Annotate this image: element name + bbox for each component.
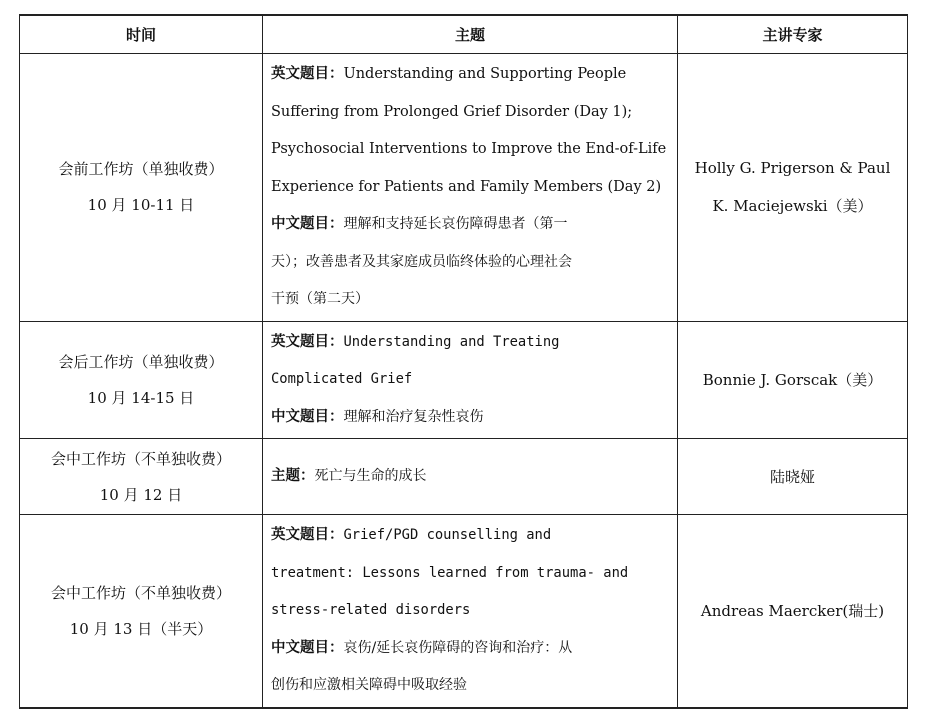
topic-text: Understanding and Treating [343, 333, 560, 350]
schedule-table-wrapper [19, 14, 908, 709]
speaker-cell [678, 54, 908, 322]
topic-text: 干预（第二天） [271, 291, 369, 307]
topic-text: Understanding and Supporting People [343, 66, 627, 82]
table-row [20, 321, 908, 439]
topic-label: 英文题目： [271, 527, 344, 543]
session-type: 会中工作坊（不单独收费） [50, 449, 231, 468]
topic-text: 天）；改善患者及其家庭成员临终体验的心理社会 [271, 253, 572, 270]
session-date: 10 月 12 日 [99, 485, 183, 504]
table-row [20, 54, 908, 322]
topic-label: 英文题目： [271, 66, 344, 82]
topic-text: Experience for Patients and Family Members (Day 2) [271, 178, 662, 195]
table-row [20, 439, 908, 515]
topic-label: 英文题目： [271, 333, 344, 350]
topic-text: 理解和支持延长哀伤障碍患者（第一 [343, 216, 568, 232]
topic-line [271, 281, 669, 319]
header-speaker: 主讲专家 [678, 15, 908, 54]
topic-line [271, 630, 669, 668]
topic-text: Suffering from Prolonged Grief Disorder (Day 1); [271, 103, 633, 120]
header-row [20, 15, 908, 54]
topic-line [271, 56, 669, 94]
topic-line [271, 206, 669, 244]
speaker-cell [678, 321, 908, 439]
topic-cell [263, 54, 678, 322]
speaker-name: Andreas Maercker(瑞士) [700, 601, 885, 620]
session-date: 10 月 14-15 日 [87, 388, 195, 407]
topic-line [271, 169, 669, 207]
topic-cell [263, 515, 678, 708]
session-date: 10 月 10-11 日 [87, 196, 195, 215]
topic-line [271, 399, 669, 437]
topic-text: Complicated Grief [271, 371, 413, 387]
topic-text: 创伤和应激相关障碍中吸取经验 [271, 677, 467, 693]
topic-line [271, 244, 669, 282]
topic-label: 主题： [271, 467, 315, 484]
speaker-name: 陆晓娅 [769, 467, 815, 486]
topic-line [271, 131, 669, 169]
topic-line [271, 94, 669, 132]
header-topic: 主题 [263, 15, 678, 54]
time-cell [20, 54, 263, 322]
table-row [20, 515, 908, 708]
topic-text: 死亡与生命的成长 [314, 467, 427, 484]
topic-line [271, 458, 669, 496]
speaker-name: Holly G. Prigerson & Paul [694, 159, 891, 178]
session-type: 会中工作坊（不单独收费） [50, 583, 231, 602]
topic-line [271, 555, 669, 593]
time-cell [20, 321, 263, 439]
header-time: 时间 [20, 15, 263, 54]
speaker-cell [678, 515, 908, 708]
topic-text: treatment: Lessons learned from trauma- and [271, 564, 629, 581]
topic-text: Grief/PGD counselling and [343, 527, 552, 543]
topic-line [271, 667, 669, 705]
topic-line [271, 324, 669, 362]
topic-text: stress-related disorders [271, 602, 471, 618]
speaker-name: K. Maciejewski（美） [712, 197, 873, 216]
topic-text: Psychosocial Interventions to Improve the End-of-Life [271, 141, 667, 157]
session-date: 10 月 13 日（半天） [69, 619, 213, 638]
topic-label: 中文题目： [271, 639, 344, 656]
topic-cell [263, 439, 678, 515]
schedule-table [19, 14, 908, 709]
topic-label: 中文题目： [271, 216, 344, 232]
topic-line [271, 592, 669, 630]
time-cell [20, 515, 263, 708]
topic-line [271, 361, 669, 399]
speaker-name: Bonnie J. Gorscak（美） [702, 370, 883, 389]
session-type: 会后工作坊（单独收费） [58, 352, 224, 371]
time-cell [20, 439, 263, 515]
session-type: 会前工作坊（单独收费） [58, 160, 224, 179]
topic-label: 中文题目： [271, 408, 344, 425]
topic-cell [263, 321, 678, 439]
topic-text: 理解和治疗复杂性哀伤 [343, 408, 484, 425]
topic-text: 哀伤/延长哀伤障碍的咨询和治疗：从 [343, 639, 573, 656]
topic-line [271, 517, 669, 555]
speaker-cell [678, 439, 908, 515]
